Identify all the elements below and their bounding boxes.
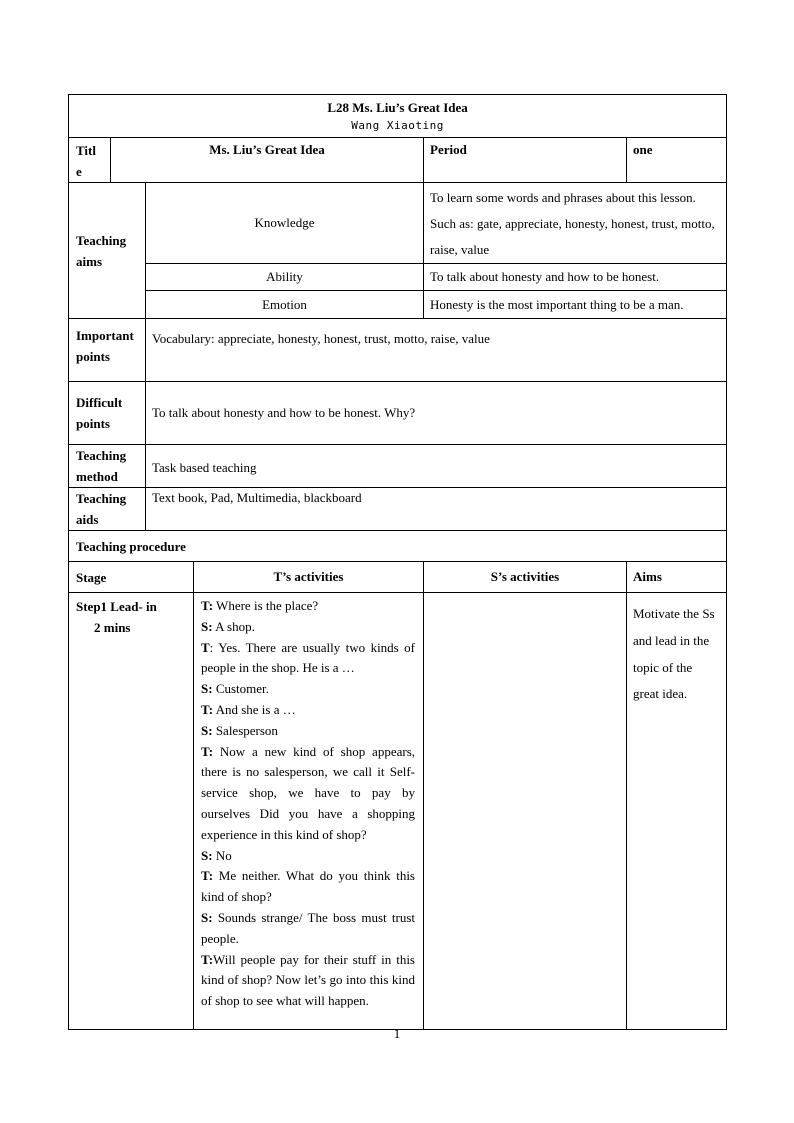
header-stage: Stage xyxy=(69,562,194,593)
dialogue-line xyxy=(201,596,415,617)
dialogue-line xyxy=(201,700,415,721)
period-value: one xyxy=(627,138,727,183)
teaching-aids-text: Text book, Pad, Multimedia, blackboard xyxy=(146,488,727,531)
title-cell xyxy=(69,95,727,138)
teaching-method-text: Task based teaching xyxy=(146,445,727,488)
dialogue-line xyxy=(201,638,415,680)
lesson-plan-table xyxy=(68,94,727,1030)
lesson-plan xyxy=(68,94,726,1030)
dialogue-line xyxy=(201,742,415,846)
speaker-label: T: xyxy=(201,868,214,884)
procedure-header-row xyxy=(69,562,727,593)
step1-stage-duration: 2 mins xyxy=(94,620,131,635)
difficult-points-label: Difficult points xyxy=(69,382,146,445)
speaker-label: S: xyxy=(201,681,213,697)
speaker-label: S: xyxy=(201,847,213,863)
dialogue-line xyxy=(201,950,415,1012)
teaching-aims-label: Teaching aims xyxy=(69,183,146,319)
dialogue-text: Will people pay for their stuff in this kind of shop? Now let’s go into this kind of shop to see what will happen. xyxy=(201,951,415,1009)
aim-name-ability: Ability xyxy=(146,264,424,291)
dialogue-line xyxy=(201,679,415,700)
speaker-label: T: xyxy=(201,743,214,759)
step1-aims: Motivate the Ss and lead in the topic of the great idea. xyxy=(627,593,727,1030)
aims-ability-row xyxy=(69,264,727,291)
page-number: 1 xyxy=(393,1026,401,1041)
dialogue-line xyxy=(201,721,415,742)
step1-stage xyxy=(69,593,194,1030)
speaker-label: T: xyxy=(201,701,214,717)
teaching-method-row xyxy=(69,445,727,488)
important-points-text: Vocabulary: appreciate, honesty, honest, trust, motto, raise, value xyxy=(146,319,727,382)
header-t-activities: T’s activities xyxy=(194,562,424,593)
header-aims: Aims xyxy=(627,562,727,593)
step1-t-activities xyxy=(194,593,424,1030)
aim-text-emotion: Honesty is the most important thing to be a man. xyxy=(424,291,727,319)
title-value: Ms. Liu’s Great Idea xyxy=(111,138,424,183)
dialogue-line xyxy=(201,846,415,867)
aims-knowledge-row xyxy=(69,183,727,264)
dialogue-text: Where is the place? xyxy=(213,598,319,613)
teaching-procedure-label: Teaching procedure xyxy=(69,531,727,562)
aim-text-ability: To talk about honesty and how to be honest. xyxy=(424,264,727,291)
header-s-activities: S’s activities xyxy=(424,562,627,593)
dialogue-text: Sounds strange/ The boss must trust people. xyxy=(201,909,415,946)
step1-row xyxy=(69,593,727,1030)
important-points-row xyxy=(69,319,727,382)
dialogue-line xyxy=(201,908,415,950)
speaker-label: T xyxy=(201,639,210,655)
info-row xyxy=(69,138,727,183)
difficult-points-row xyxy=(69,382,727,445)
title-label: Titl e xyxy=(69,138,111,183)
speaker-label: S: xyxy=(201,909,213,925)
speaker-label: S: xyxy=(201,618,213,634)
dialogue-text: Now a new kind of shop appears, there is no salesperson, we call it Self-service shop, we have to pay by ourselves Did you have a shopping experience in this kind of shop? xyxy=(201,743,415,842)
dialogue-text: No xyxy=(212,847,232,863)
dialogue-text: : Yes. There are usually two kinds of people in the shop. He is a … xyxy=(201,639,415,676)
dialogue-line xyxy=(201,866,415,908)
dialogue-text: Customer. xyxy=(212,681,269,697)
aim-text-knowledge: To learn some words and phrases about this lesson. Such as: gate, appreciate, honesty, honest, trust, motto, raise, value xyxy=(424,183,727,264)
dialogue-line xyxy=(201,617,415,638)
author-name: Wang Xiaoting xyxy=(351,119,444,132)
important-points-label: Important points xyxy=(69,319,146,382)
speaker-label: T: xyxy=(201,598,214,613)
step1-s-activities xyxy=(424,593,627,1030)
teaching-aids-label: Teaching aids xyxy=(69,488,146,531)
speaker-label: S: xyxy=(201,722,213,738)
lesson-title: L28 Ms. Liu’s Great Idea xyxy=(327,100,468,115)
speaker-label: T: xyxy=(201,951,214,967)
step1-stage-title: Step1 Lead- in xyxy=(76,599,157,614)
header-row xyxy=(69,95,727,138)
dialogue-text: A shop. xyxy=(212,618,255,634)
dialogue-text: Salesperson xyxy=(212,722,278,738)
dialogue-text: And she is a … xyxy=(213,701,296,717)
aim-name-knowledge: Knowledge xyxy=(146,183,424,264)
period-label: Period xyxy=(424,138,627,183)
difficult-points-text: To talk about honesty and how to be honest. Why? xyxy=(146,382,727,445)
aim-name-emotion: Emotion xyxy=(146,291,424,319)
aims-emotion-row xyxy=(69,291,727,319)
procedure-label-row xyxy=(69,531,727,562)
teaching-aids-row xyxy=(69,488,727,531)
dialogue-text: Me neither. What do you think this kind of shop? xyxy=(201,868,415,905)
teaching-method-label: Teaching method xyxy=(69,445,146,488)
